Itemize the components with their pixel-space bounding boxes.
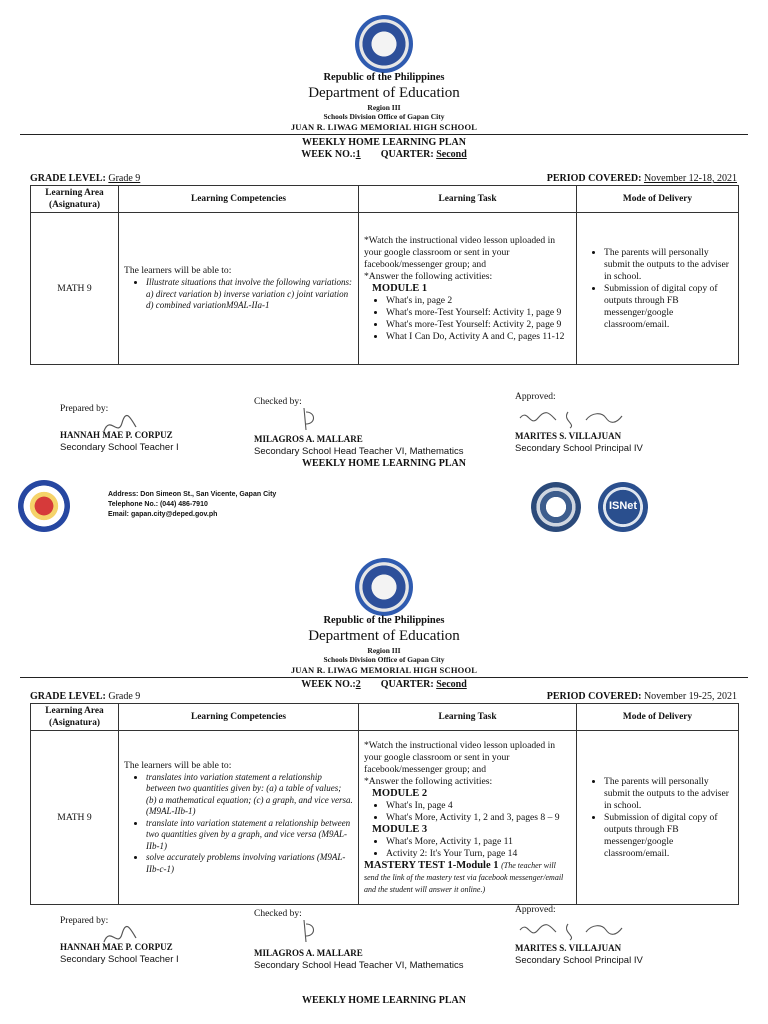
task-intro: *Watch the instructional video lesson uploaded in your google classroom or sent in your facebook/messenger group; and: [364, 739, 556, 775]
quarter-value: Second: [436, 679, 467, 690]
school-logo: [18, 480, 70, 532]
grade-value: Grade 9: [108, 691, 141, 702]
division-text-2: Schools Division Office of Gapan City: [323, 655, 445, 664]
republic-text-2: Republic of the Philippines: [323, 615, 445, 626]
header-rule-2: [20, 677, 748, 678]
grade-level: [30, 173, 140, 184]
department-title: Department of Education: [308, 85, 460, 101]
task-cell: [359, 213, 577, 365]
col-learning-area: Learning Area (Asignatura): [31, 186, 119, 213]
period-covered-2: [547, 691, 737, 702]
competency-item: • translate into variation statement a relationship between two quantities given by a graph, and vice versa (M9AL-IIb-1): [146, 818, 353, 853]
col-competencies: Learning Competencies: [119, 704, 359, 731]
division-text: Schools Division Office of Gapan City: [323, 112, 445, 121]
task-item: • What's more-Test Yourself: Activity 2, page 9: [386, 319, 571, 331]
col-task: Learning Task: [359, 186, 577, 213]
region-text: Region III: [367, 103, 401, 112]
plan-footer-title-2: WEEKLY HOME LEARNING PLAN: [301, 995, 466, 1006]
grade-value: Grade 9: [108, 173, 141, 184]
republic-text: Republic of the Philippines: [323, 72, 445, 83]
col-competencies: Learning Competencies: [119, 186, 359, 213]
competency-item: • translates into variation statement a relationship between two quantities given by: (a) a table of values; (b) a mathematical equation; (c) a graph, and vice versa. (M9AL-IIb-1): [146, 772, 353, 818]
week-quarter-line-2: [0, 679, 768, 690]
prepared-role: Secondary School Teacher I: [60, 442, 179, 453]
mastery-title: MASTERY TEST 1-Module 1: [364, 859, 499, 871]
period-value: November 19-25, 2021: [643, 691, 737, 702]
week-value: 2: [355, 679, 361, 690]
checked-label: Checked by:: [254, 397, 302, 407]
week-value: 1: [355, 149, 361, 160]
email-text: Email: gapan.city@deped.gov.ph: [108, 511, 218, 518]
task-answer: *Answer the following activities:: [364, 775, 493, 787]
subject-cell: MATH 9: [31, 213, 119, 365]
week-quarter-line: [0, 149, 768, 160]
plan-table-week2: [30, 703, 739, 905]
plan-title: WEEKLY HOME LEARNING PLAN: [301, 137, 466, 148]
period-covered: [547, 173, 737, 184]
contact-block: [108, 490, 276, 520]
task-answer: *Answer the following activities:: [364, 270, 493, 282]
task-item: • What's in, page 2: [386, 295, 571, 307]
prepared-label: Prepared by:: [60, 916, 109, 926]
mode-item: • The parents will personally submit the outputs to the adviser in school.: [604, 247, 733, 283]
school-name: JUAN R. LIWAG MEMORIAL HIGH SCHOOL: [290, 122, 478, 132]
header-rule: [20, 134, 748, 135]
checked-name: MILAGROS A. MALLARE: [254, 434, 363, 444]
isnet-text: ISNet: [608, 500, 638, 512]
mode-item: • Submission of digital copy of outputs through FB messenger/google classroom/email.: [604, 283, 733, 331]
deped-seal: [355, 15, 413, 73]
module-heading: MODULE 1: [372, 282, 428, 294]
subject-cell: MATH 9: [31, 731, 119, 905]
period-label: PERIOD COVERED:: [546, 173, 642, 184]
approved-name: MARITES S. VILLAJUAN: [515, 431, 622, 441]
iso-badge: [531, 482, 581, 532]
task-item: • What's More, Activity 1, 2 and 3, pages 8 – 9: [386, 812, 571, 824]
mode-item: • Submission of digital copy of outputs through FB messenger/google classroom/email.: [604, 812, 733, 860]
signature-mallare: [296, 406, 320, 432]
prepared-role: Secondary School Teacher I: [60, 954, 179, 965]
grade-level-2: [30, 691, 140, 702]
checked-role: Secondary School Head Teacher VI, Mathematics: [254, 960, 464, 971]
signature-villajuan: [516, 406, 626, 430]
checked-role: Secondary School Head Teacher VI, Mathematics: [254, 446, 464, 457]
mode-cell: [577, 213, 739, 365]
address-text: Address: Don Simeon St., San Vicente, Gapan City: [108, 491, 277, 498]
plan-table-week1: [30, 185, 739, 365]
signature-mallare: [296, 918, 320, 944]
prepared-label: Prepared by:: [60, 404, 109, 414]
competencies-cell: [119, 731, 359, 905]
plan-footer-title: WEEKLY HOME LEARNING PLAN: [301, 458, 466, 469]
isnet-badge: [598, 482, 648, 532]
task-item: • What's more-Test Yourself: Activity 1, page 9: [386, 307, 571, 319]
col-mode: Mode of Delivery: [577, 186, 739, 213]
competency-item: • Illustrate situations that involve the following variations: a) direct variation b) inverse variation c) joint variation d) combined variationM9AL-IIa-1: [146, 277, 353, 312]
task-item: • What's In, page 4: [386, 800, 571, 812]
approved-role: Secondary School Principal IV: [515, 443, 643, 454]
approved-role: Secondary School Principal IV: [515, 955, 643, 966]
col-learning-area: Learning Area (Asignatura): [31, 704, 119, 731]
quarter-label: QUARTER:: [380, 149, 434, 160]
checked-name: MILAGROS A. MALLARE: [254, 948, 363, 958]
approved-label: Approved:: [515, 392, 556, 402]
task-cell: [359, 731, 577, 905]
learners-intro: The learners will be able to:: [124, 265, 232, 277]
prepared-name: HANNAH MAE P. CORPUZ: [60, 430, 173, 440]
department-title-2: Department of Education: [308, 628, 460, 644]
grade-label: GRADE LEVEL:: [30, 691, 106, 702]
col-mode: Mode of Delivery: [577, 704, 739, 731]
approved-name: MARITES S. VILLAJUAN: [515, 943, 622, 953]
mode-cell: [577, 731, 739, 905]
mode-item: • The parents will personally submit the outputs to the adviser in school.: [604, 776, 733, 812]
task-item: • Activity 2: It's Your Turn, page 14: [386, 848, 571, 860]
module-heading: MODULE 3: [372, 823, 428, 835]
module-heading: MODULE 2: [372, 787, 428, 799]
col-task: Learning Task: [359, 704, 577, 731]
prepared-name: HANNAH MAE P. CORPUZ: [60, 942, 173, 952]
competency-item: • solve accurately problems involving variations (M9AL- IIb-c-1): [146, 852, 353, 875]
grade-label: GRADE LEVEL:: [30, 173, 106, 184]
signature-villajuan: [516, 918, 626, 942]
week-label: WEEK NO.:: [301, 149, 356, 160]
mastery-note: (The teacher will send the link of the mastery test via facebook messenger/email and the student will answer it online.): [364, 860, 564, 894]
period-label: PERIOD COVERED:: [546, 691, 642, 702]
telephone-text: Telephone No.: (044) 486-7910: [108, 501, 208, 508]
region-text-2: Region III: [367, 646, 401, 655]
competencies-cell: [119, 213, 359, 365]
mastery-test: [364, 860, 571, 896]
period-value: November 12-18, 2021: [643, 173, 737, 184]
approved-label: Approved:: [515, 905, 556, 915]
checked-label: Checked by:: [254, 909, 302, 919]
task-item: • What I Can Do, Activity A and C, pages 11-12: [386, 331, 571, 343]
task-intro: *Watch the instructional video lesson uploaded in your google classroom or sent in your facebook/messenger group; and: [364, 234, 556, 270]
quarter-label: QUARTER:: [380, 679, 434, 690]
week-label: WEEK NO.:: [301, 679, 356, 690]
school-name-2: JUAN R. LIWAG MEMORIAL HIGH SCHOOL: [290, 665, 478, 675]
deped-seal-2: [355, 558, 413, 616]
quarter-value: Second: [436, 149, 467, 160]
task-item: • What's More, Activity 1, page 11: [386, 836, 571, 848]
learners-intro: The learners will be able to:: [124, 759, 232, 771]
